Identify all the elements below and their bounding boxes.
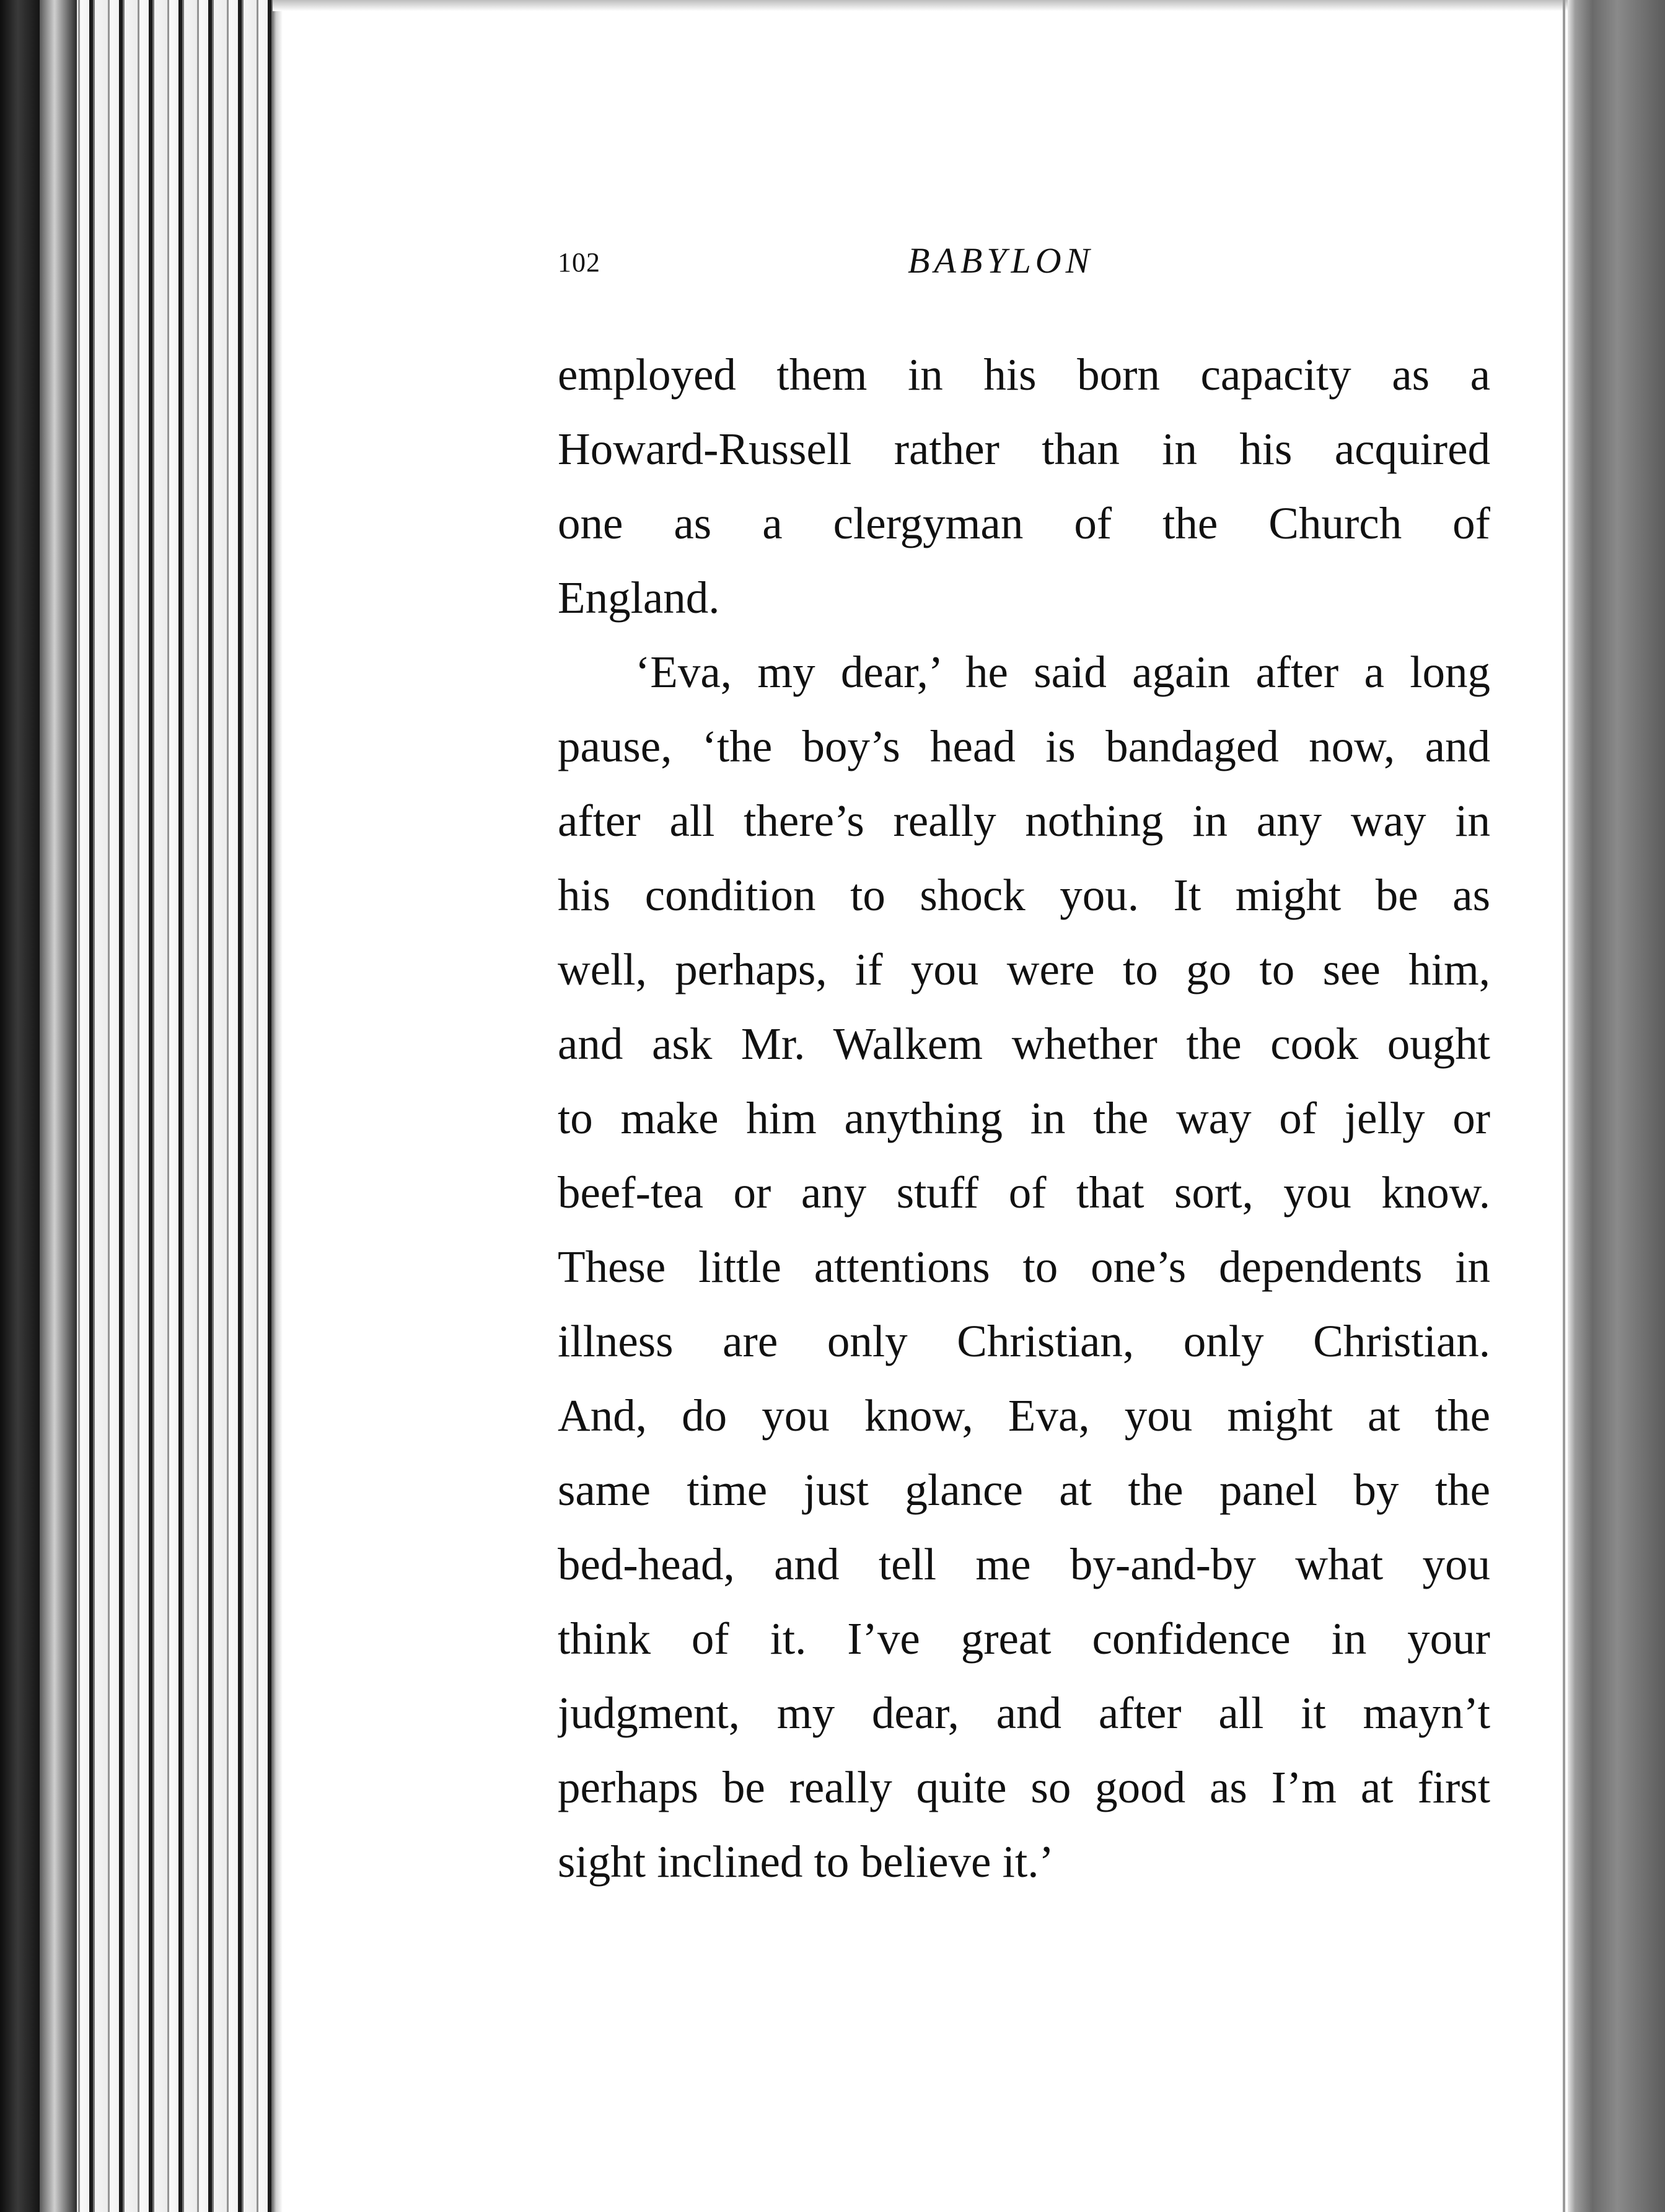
page-number: 102: [558, 247, 600, 278]
text-line: his condition to shock you. It might be as: [558, 870, 1490, 920]
page-top-shadow: [273, 0, 1568, 11]
text-line: illness are only Christian, only Christian.: [558, 1316, 1490, 1366]
text-line: and ask Mr. Walkem whether the cook ought: [558, 1019, 1490, 1069]
text-line: after all there’s really nothing in any way in: [558, 796, 1490, 846]
book-spine: [0, 0, 40, 2212]
text-line: bed-head, and tell me by-and-by what you: [558, 1539, 1490, 1589]
text-line: ‘Eva, my dear,’ he said again after a long: [635, 647, 1490, 697]
text-line: These little attentions to one’s dependents in: [558, 1242, 1490, 1292]
scan-bed-edge: [1568, 0, 1665, 2212]
body-text: [558, 338, 1490, 1899]
text-line: England.: [558, 573, 720, 623]
text-line: one as a clergyman of the Church of: [558, 498, 1490, 548]
text-line: perhaps be really quite so good as I’m at first: [558, 1762, 1490, 1812]
text-line: sight inclined to believe it.’: [558, 1837, 1054, 1887]
text-line: beef-tea or any stuff of that sort, you know.: [558, 1167, 1490, 1218]
book-cover-edge: [40, 0, 77, 2212]
text-line: pause, ‘the boy’s head is bandaged now, and: [558, 721, 1490, 771]
text-line: employed them in his born capacity as a: [558, 349, 1490, 400]
text-line: And, do you know, Eva, you might at the: [558, 1390, 1490, 1441]
text-line: judgment, my dear, and after all it mayn’t: [558, 1688, 1490, 1738]
page-gutter-shadow: [273, 0, 283, 2212]
text-line: to make him anything in the way of jelly or: [558, 1093, 1490, 1143]
text-line: Howard-Russell rather than in his acquired: [558, 424, 1490, 474]
running-head: [558, 240, 1490, 286]
text-line: well, perhaps, if you were to go to see him,: [558, 944, 1490, 994]
text-line: same time just glance at the panel by the: [558, 1465, 1490, 1515]
running-title: BABYLON: [908, 240, 1094, 281]
text-line: think of it. I’ve great confidence in your: [558, 1613, 1490, 1664]
page-right-border: [1563, 0, 1565, 2212]
